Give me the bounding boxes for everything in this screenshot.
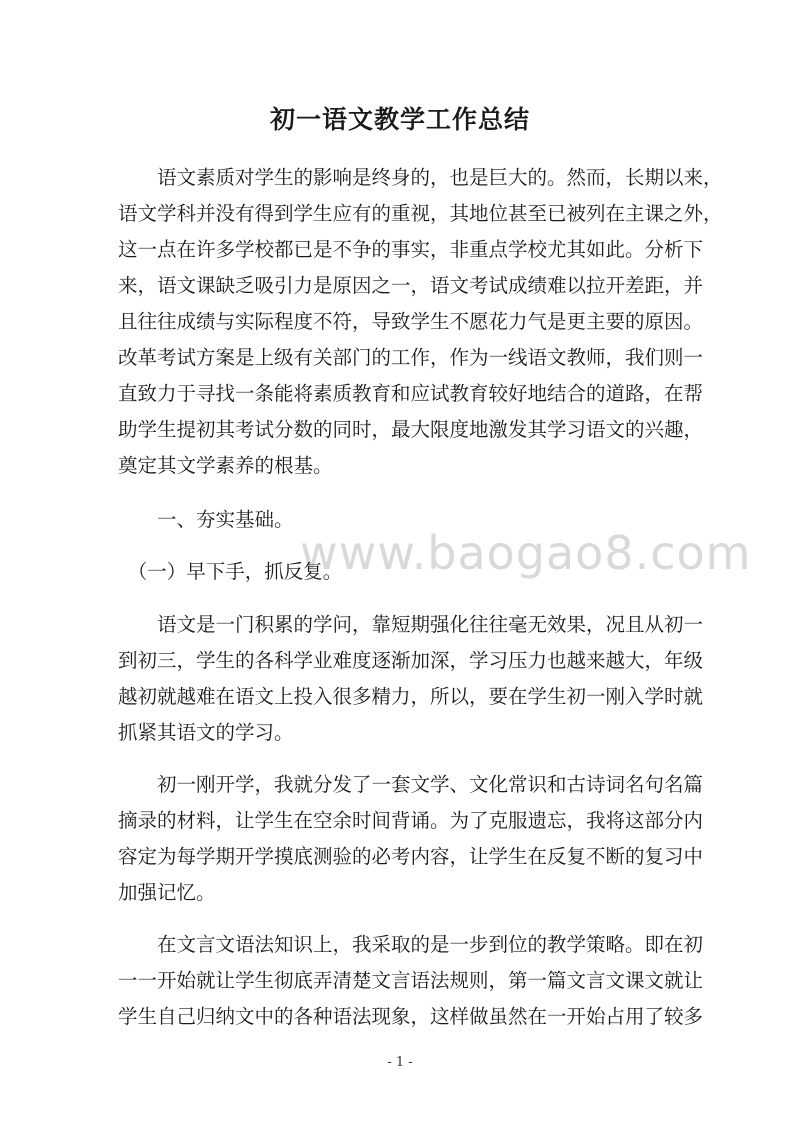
paragraph-line: 在文言文语法知识上，我采取的是一步到位的教学策略。即在初: [118, 933, 704, 956]
paragraph-line: 这一点在许多学校都已是不争的事实，非重点学校尤其如此。分析下: [118, 238, 704, 261]
paragraph-line: 一一开始就让学生彻底弄清楚文言语法规则，第一篇文言文课文就让: [118, 969, 704, 992]
paragraph-line: 且往往成绩与实际程度不符，导致学生不愿花力气是更主要的原因。: [118, 310, 704, 333]
paragraph-line: 语文学科并没有得到学生应有的重视，其地位甚至已被列在主课之外，: [118, 202, 723, 225]
paragraph-line: 改革考试方案是上级有关部门的工作，作为一线语文教师，我们则一: [118, 346, 704, 369]
watermark: www.baogao8.com: [300, 526, 752, 580]
paragraph-line: 到初三，学生的各科学业难度逐渐加深，学习压力也越来越大，年级: [118, 649, 704, 672]
document-title: 初一语文教学工作总结: [269, 105, 530, 134]
paragraph-line: 奠定其文学素养的根基。: [118, 454, 333, 477]
paragraph-line: 来，语文课缺乏吸引力是原因之一，语文考试成绩难以拉开差距，并: [118, 274, 704, 297]
paragraph-line: 初一刚开学，我就分发了一套文学、文化常识和古诗词名句名篇: [118, 773, 704, 796]
paragraph-line: 直致力于寻找一条能将素质教育和应试教育较好地结合的道路，在帮: [118, 382, 704, 405]
paragraph-line: 加强记忆。: [118, 881, 216, 904]
page-number: - 1 -: [387, 1055, 413, 1070]
paragraph-line: 语文素质对学生的影响是终身的，也是巨大的。然而，长期以来，: [118, 166, 723, 189]
paragraph-line: 助学生提初其考试分数的同时，最大限度地激发其学习语文的兴趣，: [118, 418, 704, 441]
section-heading: 一、夯实基础。: [118, 508, 294, 531]
subsection-heading: （一）早下手，抓反复。: [118, 560, 343, 583]
paragraph-line: 容定为每学期开学摸底测验的必考内容，让学生在反复不断的复习中: [118, 845, 704, 868]
paragraph-line: 越初就越难在语文上投入很多精力，所以，要在学生初一刚入学时就: [118, 685, 704, 708]
paragraph-line: 学生自己归纳文中的各种语法现象，这样做虽然在一开始占用了较多: [118, 1005, 704, 1028]
paragraph-line: 语文是一门积累的学问，靠短期强化往往毫无效果，况且从初一: [118, 613, 704, 636]
paragraph-line: 摘录的材料，让学生在空余时间背诵。为了克服遗忘，我将这部分内: [118, 809, 704, 832]
paragraph-line: 抓紧其语文的学习。: [118, 721, 294, 744]
